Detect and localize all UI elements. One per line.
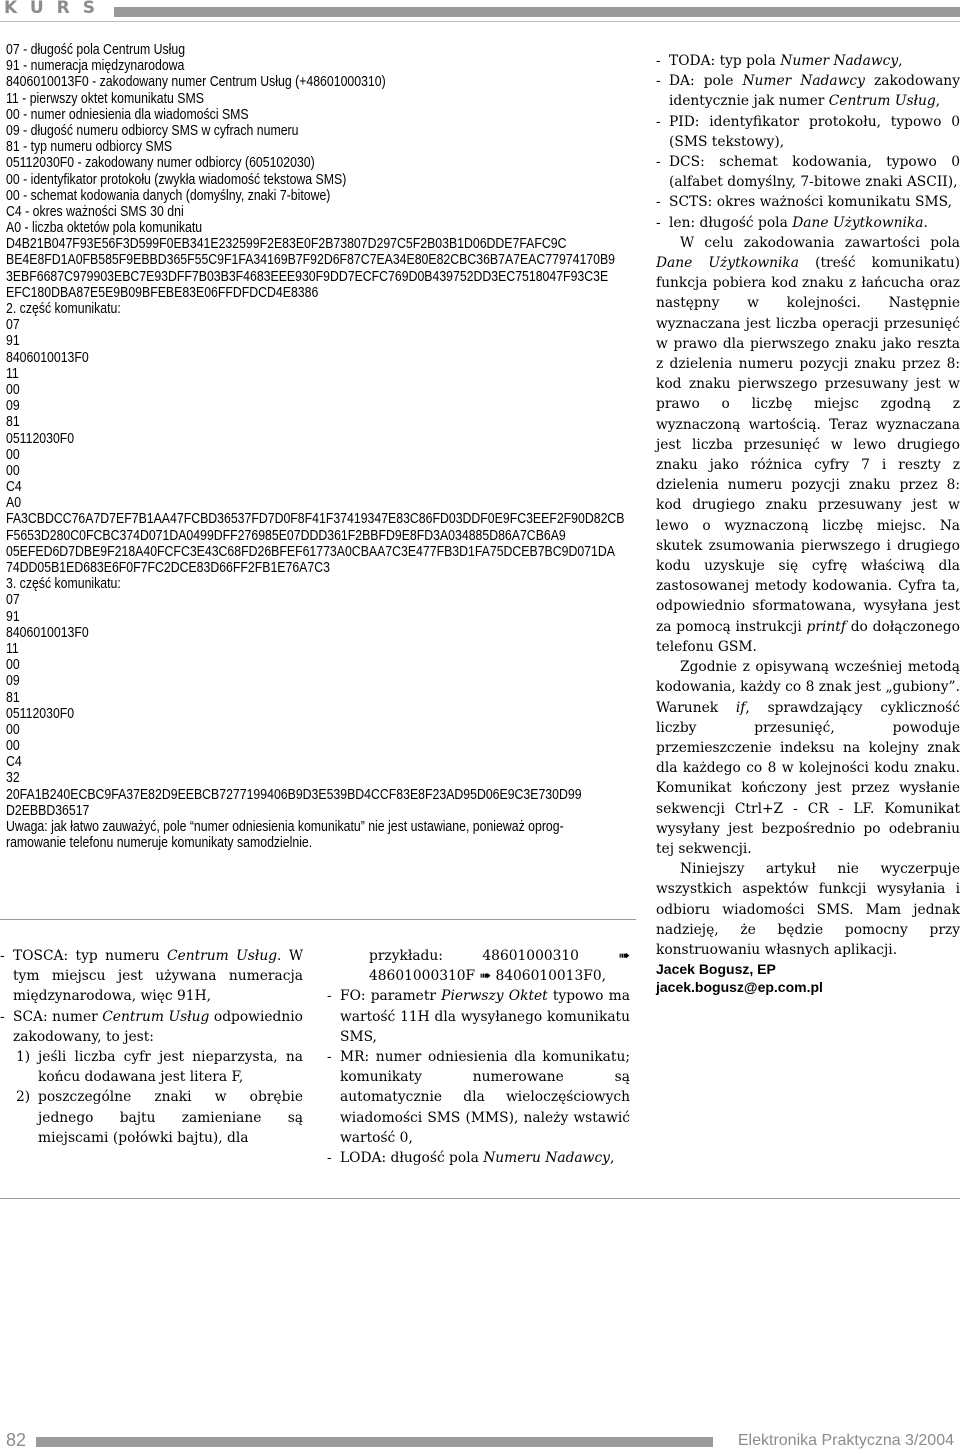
code-line: FA3CBDCC76A7D7EF7B1AA47FCBD36537FD7D0F8F41F37419347E83C86FD03DDF0E9FC3EEF2F90D82CB <box>6 511 625 528</box>
code-listing <box>6 42 625 852</box>
code-line: 00 - numer odniesienia dla wiadomości SMS <box>6 106 249 123</box>
code-line: D2EBBD36517 <box>6 802 90 819</box>
column-1 <box>0 946 303 1148</box>
footer-bar <box>36 1437 713 1447</box>
list-item-len: - len: długość pola Dane Użytkownika. <box>656 214 928 231</box>
paragraph-closing: Niniejszy artykuł nie wyczerpuje wszystkich aspektów funkcji wysyłania i odbioru wiadomości SMS. Mam jednak nadzieję, że będzie pomocny przy konstruowaniu własnych aplikacji. <box>656 861 960 958</box>
code-line: 91 - numeracja międzynarodowa <box>6 58 185 75</box>
code-line: 00 <box>6 657 20 674</box>
list-item-toda: - TODA: typ pola Numer Nadawcy, <box>656 53 903 69</box>
list-item-scts: - SCTS: okres ważności komunikatu SMS, <box>656 194 952 211</box>
numbered-item-1: 1) jeśli liczba cyfr jest nieparzysta, na końcu dodawana jest litera F, <box>16 1049 303 1086</box>
example-line: przykładu: 48601000310 ➠ 48601000310F ➠ 8406010013F0, <box>369 948 630 985</box>
author-email[interactable]: jacek.bogusz@ep.com.pl <box>656 979 823 996</box>
code-line: 00 <box>6 462 20 479</box>
code-line: 07 <box>6 317 20 334</box>
magazine-title: Elektronika Praktyczna 3/2004 <box>737 1432 954 1449</box>
code-line: 3. część komunikatu: <box>6 576 121 593</box>
list-item-tosca: - TOSCA: typ numeru Centrum Usług. W tym miejscu jest używana numeracja międzynarodowa, więc 91H, <box>0 948 303 1005</box>
code-line: C4 <box>6 479 22 496</box>
list-item-sca: - SCA: numer Centrum Usług odpowiednio zakodowany, to jest: <box>0 1008 303 1045</box>
list-item-fo: - FO: parametr Pierwszy Oktet typowo ma wartość 11H dla wysyłanego komunikatu SMS, <box>327 988 630 1045</box>
code-line: 05112030F0 - zakodowany numer odbiorcy (605102030) <box>6 155 315 172</box>
code-line: 8406010013F0 - zakodowany numer Centrum Usług (+48601000310) <box>6 74 386 91</box>
code-line: 11 - pierwszy oktet komunikatu SMS <box>6 90 204 107</box>
code-line: 09 - długość numeru odbiorcy SMS w cyfrach numeru <box>6 122 299 139</box>
code-line: 91 <box>6 333 20 350</box>
paragraph-lost-char: Zgodnie z opisywaną wcześniej metodą kodowania, każdy co 8 znak jest „gubiony”. Warunek if, sprawdzający cykliczność liczby przesunięć, powoduje przemieszczenie indeksu na kolejny znak dla każdego co 8 w kolejności kodu znaku. Komunikat kończony jest przez wysłanie sekwencji Ctrl+Z - CR - LF. Komunikat wysyłany jest bezpośrednio po odebraniu tej sekwencji. <box>656 659 960 857</box>
code-line: EFC180DBA87E5E9B09BFEBE83E06FFDFDCD4E8386 <box>6 284 319 301</box>
code-line: 00 <box>6 721 20 738</box>
code-line: 74DD05B1ED683E6F0F7FC2DCE83D66FF2FB1E76A7C3 <box>6 560 330 576</box>
code-line: BE4E8FD1A0FB585F9EBBD365F55C9F1FA34169B7F92D6F87C7EA34E80E82CBC36B7A7EAC77974170B9 <box>6 252 616 269</box>
list-item-da: - DA: pole Numer Nadawcy zakodowany identycznie jak numer Centrum Usług, <box>656 73 960 110</box>
code-line: 81 <box>6 414 20 431</box>
code-line: 32 <box>6 770 20 787</box>
code-line: 00 - identyfikator protokołu (zwykła wiadomość tekstowa SMS) <box>6 171 347 188</box>
code-line: 11 <box>6 640 19 657</box>
code-line: 05112030F0 <box>6 430 75 447</box>
code-line: 91 <box>6 608 20 625</box>
code-line: 07 - długość pola Centrum Usług <box>6 42 186 58</box>
code-line: 11 <box>6 365 19 382</box>
list-item-dcs: - DCS: schemat kodowania, typowo 0 (alfabet domyślny, 7-bitowe znaki ASCII), <box>656 154 960 191</box>
code-line: 00 <box>6 381 20 398</box>
code-line: 2. część komunikatu: <box>6 301 121 317</box>
code-line: C4 <box>6 754 22 771</box>
code-line: ramowanie telefonu numeruje komunikaty samodzielnie. <box>6 835 313 852</box>
code-line: 8406010013F0 <box>6 349 89 366</box>
code-line: A0 - liczba oktetów pola komunikatu <box>6 220 203 237</box>
code-line: F5653D280C0FCBC374D071DA0499DFF276985E07DDD361F2BBFD9E8FD3A034885D86A7CB6A9 <box>6 527 566 544</box>
code-line: 09 <box>6 398 20 415</box>
code-line: A0 <box>6 495 22 512</box>
code-line: D4B21B047F93E56F3D599F0EB341E232599F2E83E0F2B73807D297C5F2B03B1D06DDE7FAFC9C <box>6 236 567 253</box>
code-line: 8406010013F0 <box>6 624 89 641</box>
code-line: 20FA1B240ECBC9FA37E82D9EEBCB7277199406B9D3E539BD4CCF83E8F23AD95D06E9C3E730D99 <box>6 786 582 803</box>
code-line: C4 - okres ważności SMS 30 dni <box>6 203 184 220</box>
code-line: 81 - typ numeru odbiorcy SMS <box>6 139 173 156</box>
list-item-pid: - PID: identyfikator protokołu, typowo 0 (SMS tekstowy), <box>656 113 960 150</box>
code-line: 3EBF6687C979903EBC7E93DFF7B03B3F4683EEE930F9DD7ECFC769D0B439752DD3EC7518047F93C3E <box>6 268 609 285</box>
code-line: 81 <box>6 689 20 706</box>
column-2 <box>327 946 630 1168</box>
numbered-item-2: 2) poszczególne znaki w obrębie jednego bajtu zamieniane są miejscami (połówki bajtu), dla <box>16 1089 303 1146</box>
column-3 <box>656 51 960 996</box>
header-rule <box>0 21 960 22</box>
paragraph-encoding: W celu zakodowania zawartości pola Dane Użytkownika (treść komunikatu) funkcja pobiera kod znaku z łańcucha oraz następny w kolejności. Następnie wyznaczana jest liczba operacji przesunięć w prawo dla pierwszego znaku jako reszta z dzielenia numeru pozycji znaku przez 8: kod znaku pierwszego przesuwany jest w prawo o liczbę miejsc zgodną z wyznaczoną wartością. Teraz wyznaczana jest liczba przesunięć w lewo drugiego znaku jako różnica cyfry 7 i reszty z dzielenia numeru pozycji znaku przez 8: kod drugiego znaku przesuwany jest w lewo o wyznaczoną liczbę miejsc. Na skutek zsumowania pierwszego i drugiego kodu uzyskuje się cyfrę właściwą dla zastosowanej metody kodowania. Cyfra ta, odpowiednio sformatowana, wysyłana jest za pomocą instrukcji printf do dołączonego telefonu GSM. <box>656 234 960 655</box>
code-line: 00 - schemat kodowania danych (domyślny, znaki 7-bitowe) <box>6 187 331 204</box>
header-bar <box>114 7 960 17</box>
page-number: 82 <box>6 1430 27 1450</box>
section-title: KURS <box>4 0 109 18</box>
code-line: 00 <box>6 446 20 463</box>
code-line: 09 <box>6 673 20 690</box>
author-name: Jacek Bogusz, EP <box>656 961 776 978</box>
code-line: 05112030F0 <box>6 705 75 722</box>
code-line: Uwaga: jak łatwo zauważyć, pole “numer odniesienia komunikatu” nie jest ustawiane, ponieważ oprog- <box>6 819 564 835</box>
code-line: 00 <box>6 738 20 755</box>
listing-separator <box>0 919 636 920</box>
footer-rule <box>0 1198 960 1199</box>
list-item-loda: - LODA: długość pola Numeru Nadawcy, <box>327 1150 615 1167</box>
code-line: 07 <box>6 592 20 609</box>
code-line: 05EFED6D7DBE9F218A40FCFC3E43C68FD26BFEF61773A0CBAA7C3E477FB3D1FA75DCEB7BC9D071DA <box>6 543 615 560</box>
list-item-mr: - MR: numer odniesienia dla komunikatu; komunikaty numerowane są automatycznie dla wieloczęściowych wiadomości SMS (MMS), należy wstawić wartość 0, <box>327 1049 630 1146</box>
